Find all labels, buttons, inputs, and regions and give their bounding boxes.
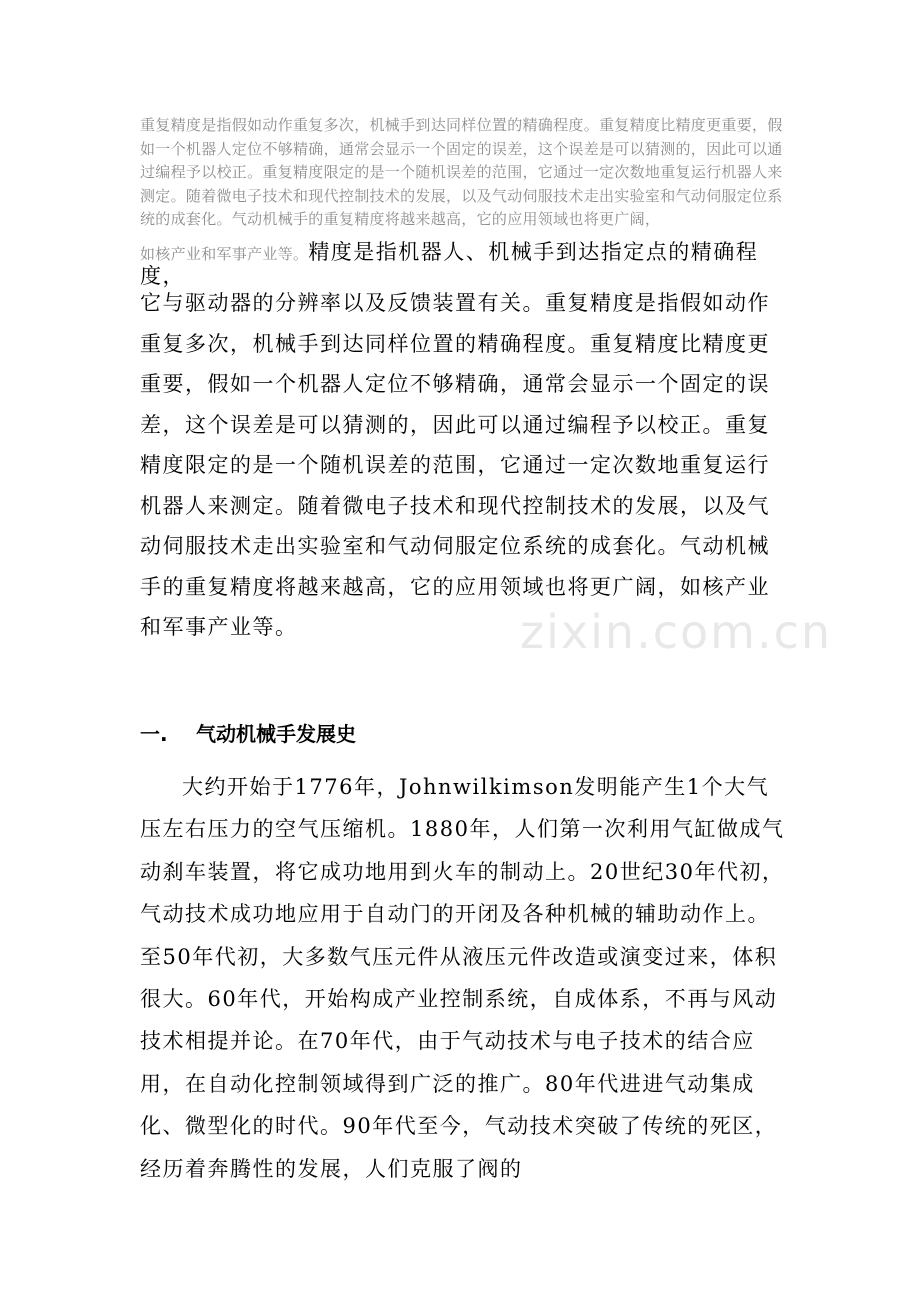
- section-heading: [140, 718, 356, 747]
- section-number: 一.: [140, 722, 168, 746]
- history-paragraph: 大约开始于1776年，Johnwilkimson发明能产生1个大气压左右压力的空气压缩机。1880年，人们第一次利用气缸做成气动刹车装置，将它成功地用到火车的制动上。20世纪30年代初，气动技术成功地应用于自动门的开闭及各种机械的辅助动作上。至50年代初，大多数气压元件从液压元件改造或演变过来，体积很大。60年代，开始构成产业控制系统，自成体系，不再与风动技术相提并论。在70年代，由于气动技术与电子技术的结合应用，在自动化控制领域得到广泛的推广。80年代进进气动集成化、微型化的时代。90年代至今，气动技术突破了传统的死区，经历着奔腾性的发展，人们克服了阀的: [140, 775, 785, 1181]
- precision-paragraph: 它与驱动器的分辨率以及反馈装置有关。重复精度是指假如动作重复多次，机械手到达同样位置的精确程度。重复精度比精度更重要，假如一个机器人定位不够精确，通常会显示一个固定的误差，这个误差是可以猜测的，因此可以通过编程予以校正。重复精度限定的是一个随机误差的范围，它通过一定次数地重复运行机器人来测定。随着微电子技术和现代控制技术的发展，以及气动伺服技术走出实验室和气动伺服定位系统的成套化。气动机械手的重复精度将越来越高，它的应用领域也将更广阔，如核产业和军事产业等。: [140, 291, 770, 639]
- watermark: zixin.com.cn: [520, 605, 833, 659]
- gray-excerpt-paragraph: [140, 114, 790, 289]
- section-title: 气动机械手发展史: [196, 722, 356, 746]
- gray-excerpt-text: 重复精度是指假如动作重复多次，机械手到达同样位置的精确程度。重复精度比精度更重要，假如一个机器人定位不够精确，通常会显示一个固定的误差，这个误差是可以猜测的，因此可以通过编程予以校正。重复精度限定的是一个随机误差的范围，它通过一定次数地重复运行机器人来测定。随着微电子技术和现代控制技术的发展，以及气动伺服技术走出实验室和气动伺服定位系统的成套化。气动机械手的重复精度将越来越高，它的应用领域也将更广阔，: [140, 116, 783, 228]
- precision-definition-start: 精度是指机器人、机械手到达指定点的精确程度，: [140, 239, 759, 288]
- gray-excerpt-last-line: 如核产业和军事产业等。精度是指机器人、机械手到达指定点的精确程度，: [140, 239, 759, 288]
